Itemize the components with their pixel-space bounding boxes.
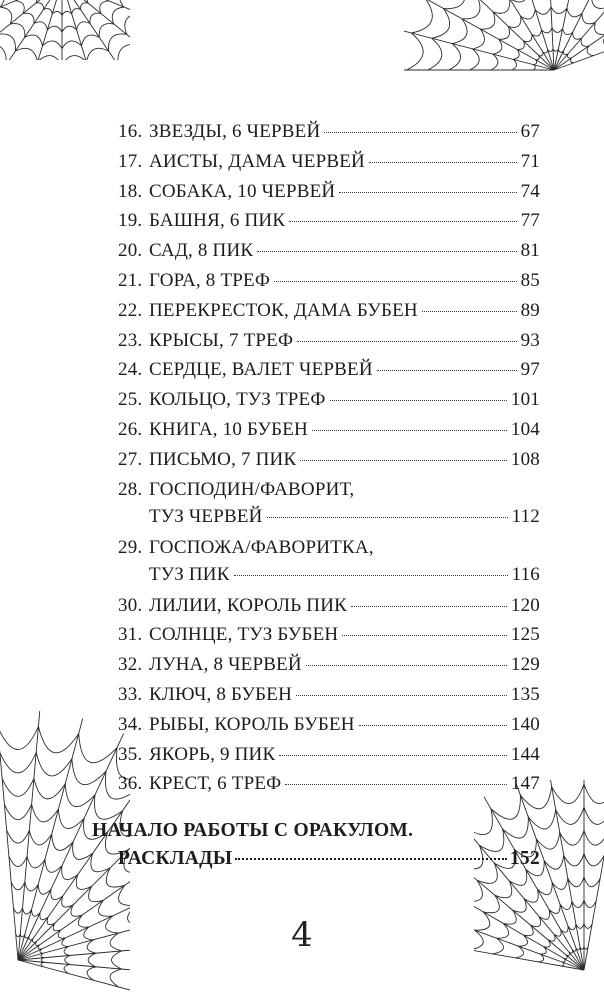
dot-leader <box>306 665 507 666</box>
dot-leader <box>257 251 516 252</box>
dot-leader <box>235 858 507 860</box>
dot-leader <box>234 575 508 576</box>
dot-leader <box>359 725 507 726</box>
toc-entry-title: 27. ПИСЬМО, 7 ПИК <box>118 448 297 470</box>
toc-entry[interactable] <box>118 537 540 595</box>
toc-entry[interactable] <box>118 773 540 803</box>
toc-entry[interactable] <box>118 714 540 744</box>
dot-leader <box>300 460 507 461</box>
toc-entry[interactable] <box>118 624 540 654</box>
toc-page-number: 77 <box>520 210 540 232</box>
toc-entry-title: 31. СОЛНЦЕ, ТУЗ БУБЕН <box>118 624 339 646</box>
dot-leader <box>339 192 516 193</box>
toc-section-entry[interactable] <box>92 820 540 870</box>
toc-list <box>118 121 540 803</box>
dot-leader <box>267 517 508 518</box>
toc-entry[interactable] <box>118 449 540 479</box>
toc-page-number: 74 <box>520 180 540 202</box>
dot-leader <box>369 162 517 163</box>
dot-leader <box>377 370 517 371</box>
toc-entry[interactable] <box>118 181 540 211</box>
toc-page-number: 89 <box>520 299 540 321</box>
dot-leader <box>312 430 507 431</box>
toc-entry[interactable] <box>118 240 540 270</box>
spider-web-icon <box>0 0 130 60</box>
toc-entry-title: 23. КРЫСЫ, 7 ТРЕФ <box>118 329 294 351</box>
toc-entry-title: 32. ЛУНА, 8 ЧЕРВЕЙ <box>118 654 302 676</box>
toc-entry[interactable] <box>118 744 540 774</box>
toc-entry[interactable] <box>118 210 540 240</box>
toc-page-number: 104 <box>510 418 540 440</box>
section-title: НАЧАЛО РАБОТЫ С ОРАКУЛОМ. <box>92 820 414 841</box>
spider-web-icon <box>404 0 604 110</box>
toc-page-number: 129 <box>510 654 540 676</box>
toc-entry-title-continued: ТУЗ ЧЕРВЕЙ <box>149 505 263 527</box>
spider-web-icon <box>474 780 604 1000</box>
toc-entry-title: 35. ЯКОРЬ, 9 ПИК <box>118 743 276 765</box>
toc-entry[interactable] <box>118 419 540 449</box>
toc-entry-title: 28. ГОСПОДИН/ФАВОРИТ, <box>118 478 355 500</box>
dot-leader <box>289 221 516 222</box>
toc-page-number: 135 <box>510 683 540 705</box>
toc-entry-title: 17. АИСТЫ, ДАМА ЧЕРВЕЙ <box>118 150 365 172</box>
toc-entry-title: 18. СОБАКА, 10 ЧЕРВЕЙ <box>118 180 336 202</box>
toc-page-number: 81 <box>520 240 540 262</box>
section-title-continued: РАСКЛАДЫ <box>118 848 233 869</box>
toc-page-number: 67 <box>520 121 540 142</box>
toc-entry-title: 20. САД, 8 ПИК <box>118 240 254 262</box>
toc-entry-title: 29. ГОСПОЖА/ФАВОРИТКА, <box>118 536 374 558</box>
toc-entry[interactable] <box>118 389 540 419</box>
toc-entry[interactable] <box>118 330 540 360</box>
dot-leader <box>422 311 517 312</box>
dot-leader <box>330 400 507 401</box>
toc-page-number: 144 <box>510 743 540 765</box>
toc-entry[interactable] <box>118 121 540 151</box>
dot-leader <box>342 635 507 636</box>
toc-entry[interactable] <box>118 151 540 181</box>
toc-page-number: 120 <box>510 594 540 616</box>
toc-entry-title-continued: ТУЗ ПИК <box>149 563 230 585</box>
toc-page-number: 116 <box>511 563 540 585</box>
toc-page-number: 147 <box>510 773 540 795</box>
dot-leader <box>279 755 507 756</box>
toc-entry[interactable] <box>118 270 540 300</box>
dot-leader <box>274 281 517 282</box>
toc-entry-title: 19. БАШНЯ, 6 ПИК <box>118 210 286 232</box>
toc-page-number: 101 <box>510 389 540 411</box>
toc-entry-title: 34. РЫБЫ, КОРОЛЬ БУБЕН <box>118 713 355 735</box>
toc-entry-title: 22. ПЕРЕКРЕСТОК, ДАМА БУБЕН <box>118 299 418 321</box>
toc-entry-title: 36. КРЕСТ, 6 ТРЕФ <box>118 773 282 795</box>
toc-page-number: 112 <box>511 505 540 527</box>
toc-page-number: 71 <box>520 150 540 172</box>
toc-page-number: 97 <box>520 359 540 381</box>
toc-entry[interactable] <box>118 654 540 684</box>
section-page-number: 152 <box>509 848 540 869</box>
toc-page-number: 93 <box>520 329 540 351</box>
toc-page-number: 125 <box>510 624 540 646</box>
toc-page-number: 108 <box>510 448 540 470</box>
toc-entry-title: 26. КНИГА, 10 БУБЕН <box>118 418 308 440</box>
dot-leader <box>324 132 516 133</box>
toc-entry[interactable] <box>118 300 540 330</box>
toc-entry-title: 33. КЛЮЧ, 8 БУБЕН <box>118 683 292 705</box>
dot-leader <box>285 784 507 785</box>
dot-leader <box>351 606 507 607</box>
toc-page-number: 140 <box>510 713 540 735</box>
toc-entry[interactable] <box>118 359 540 389</box>
toc-page-number: 85 <box>520 269 540 291</box>
toc-entry[interactable] <box>118 595 540 625</box>
page-number: 4 <box>291 915 313 955</box>
toc-entry[interactable] <box>118 479 540 537</box>
toc-entry-title: 24. СЕРДЦЕ, ВАЛЕТ ЧЕРВЕЙ <box>118 359 373 381</box>
toc-entry[interactable] <box>118 684 540 714</box>
toc-entry-title: 16. ЗВЕЗДЫ, 6 ЧЕРВЕЙ <box>118 121 321 142</box>
dot-leader <box>297 341 516 342</box>
toc-entry-title: 25. КОЛЬЦО, ТУЗ ТРЕФ <box>118 389 326 411</box>
toc-entry-title: 21. ГОРА, 8 ТРЕФ <box>118 269 271 291</box>
toc-entry-title: 30. ЛИЛИИ, КОРОЛЬ ПИК <box>118 594 347 616</box>
dot-leader <box>296 695 507 696</box>
